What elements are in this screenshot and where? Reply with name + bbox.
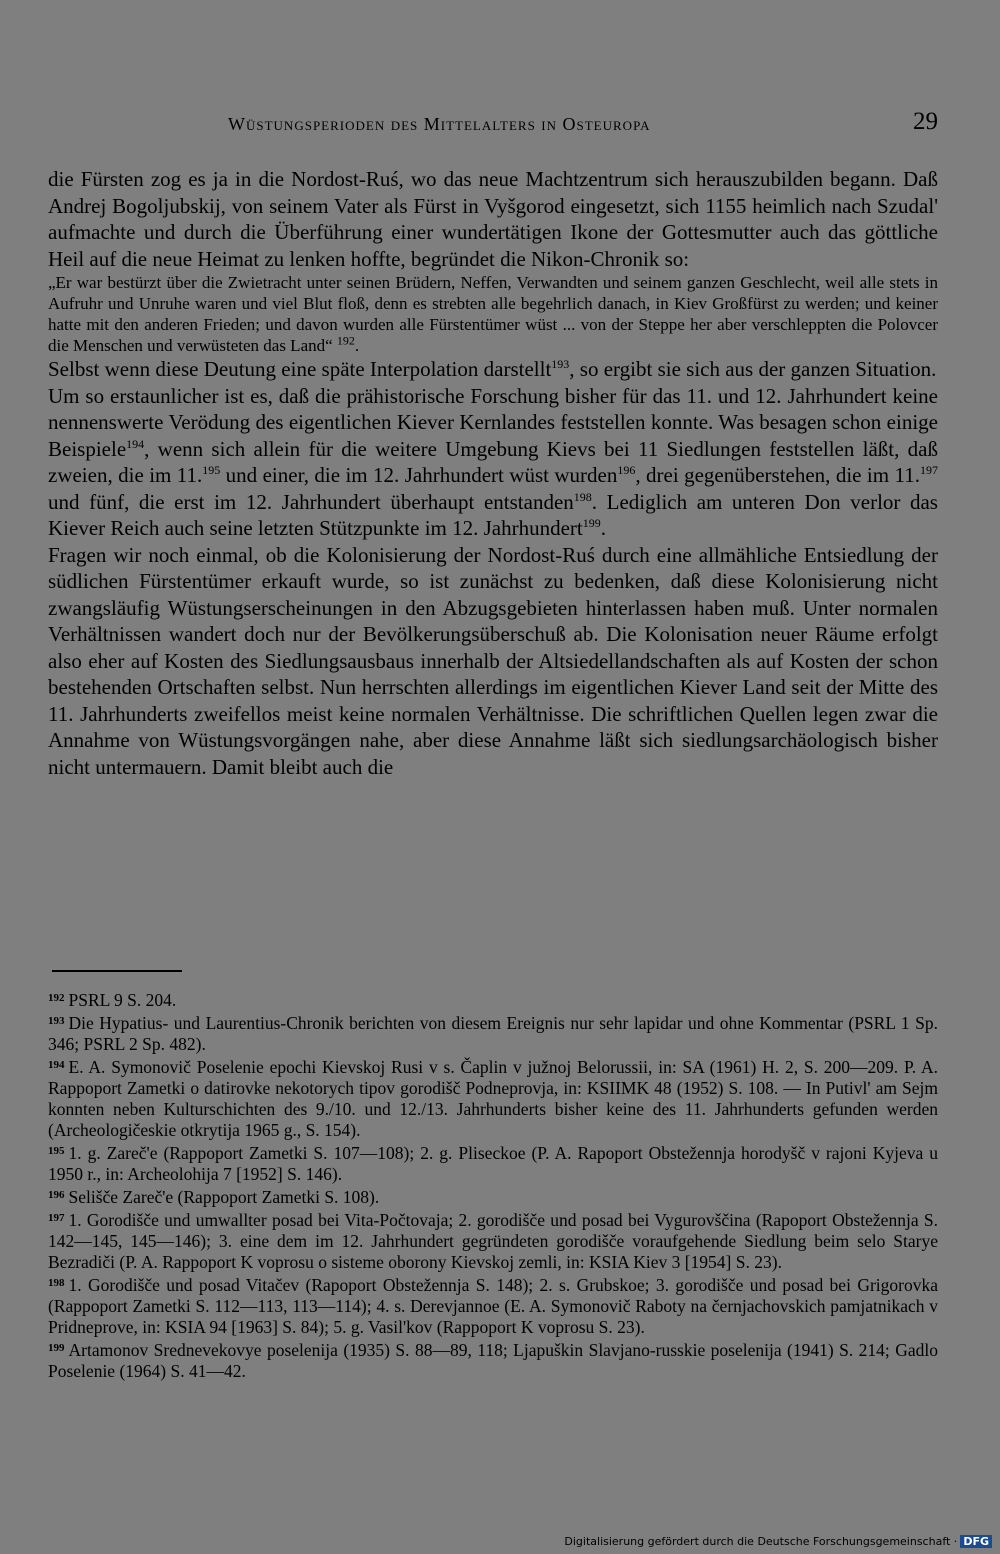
digitization-credit xyxy=(564,1535,992,1548)
block-quote: „Er war bestürzt über die Zwietracht unter seinen Brüdern, Neffen, Verwandten und seinem ganzen Geschlecht, weil alle stets in Aufruhr und Unruhe waren und viel Blut floß, denn es strebten alle begehrlich danach, in Kiev Großfürst zu werden; und keiner hatte mit den anderen Frieden; und davon wurden alle Fürstentümer wüst ... von der Steppe her aber verschleppten die Polovcer die Menschen und verwüsteten das Land“ $^{192}$. xyxy=(48,273,938,355)
text-span: , so ergibt sie sich aus der ganzen Situation. xyxy=(569,357,937,381)
footnote-text: 1. Gorodišče und posad Vitačev (Rapoport Obstežennja S. 148); 2. s. Grubskoe; 3. gorodišče und posad bei Grigorovka (Rappoport Zametki S. 112—113, 113—114); 4. s. Derevjannoe (E. A. Symonovič Raboty na černjachovskich pamjatnikach v Pridneprove, in: KSIA 94 [1963] S. 84); 5. g. Vasil'kov (Rappoport K voprosu S. 23). xyxy=(48,1275,938,1337)
footnote xyxy=(48,1185,938,1208)
credit-text: Digitalisierung gefördert durch die Deutsche Forschungsgemeinschaft · xyxy=(564,1535,958,1548)
footnote-number: 197 xyxy=(48,1212,65,1224)
footnote-ref[interactable]: 196 xyxy=(617,463,636,477)
footnote-text: PSRL 9 S. 204. xyxy=(68,990,177,1010)
footnote-number: 193 xyxy=(48,1015,65,1027)
footnote-text: Die Hypatius- und Laurentius-Chronik berichten von diesem Ereignis nur sehr lapidar und ohne Kommentar (PSRL 1 Sp. 346; PSRL 2 Sp. 482). xyxy=(48,1013,938,1054)
footnote-ref[interactable]: 193 xyxy=(551,357,570,371)
text-span: Selbst wenn diese Deutung eine späte Interpolation darstellt xyxy=(48,357,552,381)
footnote-ref[interactable]: 199 xyxy=(582,516,601,530)
footnote-ref[interactable]: 192 xyxy=(336,333,355,348)
paragraph xyxy=(48,383,938,542)
quote-text: „Er war bestürzt über die Zwietracht unter seinen Brüdern, Neffen, Verwandten und seinem ganzen Geschlecht, weil alle stets in Aufruhr und Unruhe waren und viel Blut floß, denn es strebten alle begehrlich danach, in Kiev Großfürst zu werden; und keiner hatte mit den anderen Frieden; und davon wurden alle Fürstentümer wüst ... von der Steppe her aber verschleppten die Polovcer die Menschen und verwüsteten das Land“ xyxy=(48,273,938,355)
footnote xyxy=(48,1055,938,1141)
text-span: und einer, die im 12. Jahrhundert wüst wurden xyxy=(220,463,618,487)
running-title: Wüstungsperioden des Mittelalters in Osteuropa xyxy=(228,114,651,134)
footnote xyxy=(48,1338,938,1382)
footnote-number: 195 xyxy=(48,1145,65,1157)
footnote-ref[interactable]: 194 xyxy=(126,436,145,451)
page-number: 29 xyxy=(913,108,938,135)
paragraph xyxy=(48,356,938,383)
paragraph: Fragen wir noch einmal, ob die Kolonisierung der Nordost-Ruś durch eine allmähliche Entsiedlung der südlichen Fürstentümer erkauft wurde, so ist zunächst zu bedenken, daß diese Kolonisierung nicht zwangsläufig Wüstungserscheinungen in den Abzugsgebieten hinterlassen haben muß. Unter normalen Verhältnissen wandert doch nur der Bevölkerungsüberschuß ab. Die Kolonisation neuer Räume erfolgt also eher auf Kosten des Siedlungsausbaus innerhalb der Altsiedellandschaften als auf Kosten der schon bestehenden Ortschaften selbst. Nun herrschten allerdings im eigentlichen Kiever Land seit der Mitte des 11. Jahrhunderts zweifellos meist keine normalen Verhältnisse. Die schriftlichen Quellen legen zwar die Annahme von Wüstungsvorgängen nahe, aber diese Annahme läßt sich siedlungsarchäologisch bisher nicht untermauern. Damit bleibt auch die xyxy=(48,542,938,779)
paragraph: die Fürsten zog es ja in die Nordost-Ruś, wo das neue Machtzentrum sich herauszubilden begann. Daß Andrej Bogoljubskij, von seinem Vater als Fürst in Vyšgorod eingesetzt, sich 1155 heimlich nach Szudal' aufmachte und durch die Überführung einer wundertätigen Ikone der Gottesmutter auch das göttliche Heil auf die neue Heimat zu lenken hoffte, begründet die Nikon-Chronik so: xyxy=(48,167,938,271)
footnote-ref[interactable]: 197 xyxy=(919,463,938,477)
footnote-text: 1. g. Zareč'e (Rappoport Zametki S. 107—108); 2. g. Pliseckoe (P. A. Rapoport Obstežennja horodyšč v rajoni Kyjeva u 1950 r., in: Archeolohija 7 [1952] S. 146). xyxy=(48,1143,938,1184)
footnote xyxy=(48,1273,938,1338)
footnote-ref[interactable]: 195 xyxy=(202,463,221,477)
dfg-logo: DFG xyxy=(960,1535,992,1548)
text-span: und fünf, die erst im 12. Jahrhundert überhaupt entstanden xyxy=(48,489,574,514)
footnote-ref[interactable]: 198 xyxy=(573,489,592,504)
footnote-divider xyxy=(52,970,182,972)
footnote-number: 199 xyxy=(48,1342,65,1354)
footnote-text: E. A. Symonovič Poselenie epochi Kievskoj Rusi v s. Čaplin v južnoj Belorussii, in: SA (1961) H. 2, S. 200—209. P. A. Rappoport Zametki o datirovke nekotorych tipov gorodišč Podneprovja, in: KSIIMK 48 (1952) S. 108. — In Putivl' am Sejm konnten neben Kulturschichten des 9./10. und 12./13. Jahrhunderts bisher keine des 11. Jahrhunderts gefunden werden (Archeologičeskie otkrytija 1965 g., S. 154). xyxy=(48,1057,938,1140)
footnote-number: 196 xyxy=(48,1189,65,1201)
footnote-text: Artamonov Srednevekovye poselenija (1935) S. 88—89, 118; Ljapuškin Slavjano-russkie poselenija (1941) S. 214; Gadlo Poselenie (1964) S. 41—42. xyxy=(48,1340,938,1381)
footnotes xyxy=(48,988,938,1382)
main-text xyxy=(48,166,938,780)
text-span: . xyxy=(600,516,607,540)
text-span: . Lediglich am unteren Don verlor das Kiever Reich auch seine letzten Stützpunkte im 12. Jahrhundert xyxy=(48,489,938,540)
footnote-number: 194 xyxy=(48,1059,65,1071)
text-span: Um so erstaunlicher ist es, daß die prähistorische Forschung bisher für das 11. und 12. Jahrhundert keine nennenswerte Verödung des eigentlichen Kiever Kernlandes feststellen konnte. Was besagen schon einige Beispiele xyxy=(48,383,938,461)
footnote xyxy=(48,1208,938,1273)
footnote xyxy=(48,988,938,1011)
page-header xyxy=(48,108,938,144)
footnote-text: Selišče Zareč'e (Rappoport Zametki S. 108). xyxy=(68,1187,380,1207)
text-span: , drei gegenüberstehen, die im 11. xyxy=(635,463,920,487)
footnote xyxy=(48,1011,938,1055)
footnote-number: 192 xyxy=(48,992,65,1004)
footnote-text: 1. Gorodišče und umwallter posad bei Vita-Počtovaja; 2. gorodišče und posad bei Vygurovščina (Rapoport Obstežennja S. 142—145, 145—146); 3. eine dem im 12. Jahrhundert gegründeten gorodišče voraufgehende Siedlung beim selo Starye Bezradiči (P. A. Rappoport K voprosu o sisteme oborony Kievskoj zemli, in: KSIA Kiev 3 [1954] S. 23). xyxy=(48,1210,938,1272)
text-span: , wenn sich allein für die weitere Umgebung Kievs bei 11 Siedlungen feststellen läßt, daß zweien, die im 11. xyxy=(48,436,938,487)
footnote xyxy=(48,1141,938,1185)
footnote-number: 198 xyxy=(48,1277,65,1289)
